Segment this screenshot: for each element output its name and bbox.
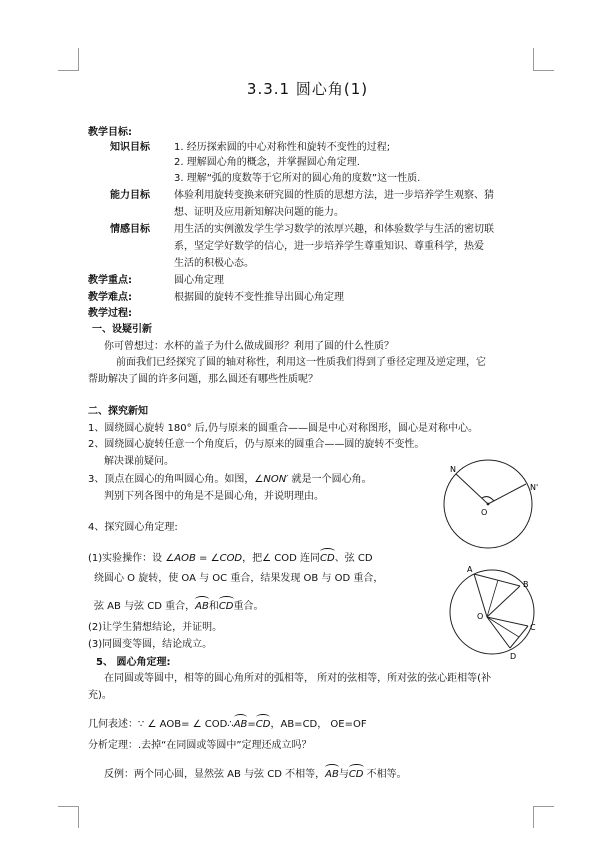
math-angle: ∠NON′	[254, 474, 289, 485]
arc-label: AB	[233, 719, 248, 730]
knowledge-item: 3. 理解“弧的度数等于它所对的圆心角的度数”这一性质.	[174, 173, 421, 184]
ability-text: 体验利用旋转变换来研究圆的性质的思想方法，进一步培养学生观察、猜	[174, 190, 494, 201]
section1-text: 帮助解决了圆的许多问题，那么圆还有哪些性质呢？	[88, 374, 318, 385]
crop-mark	[533, 48, 534, 70]
crop-mark	[78, 806, 79, 828]
ability-label: 能力目标	[110, 190, 150, 201]
point-label-n-prime: N'	[530, 483, 539, 492]
ability-text: 想、证明及应用新知解决问题的能力。	[174, 207, 344, 218]
experiment-line: 绕圆心 O 旋转，使 OA 与 OC 重合，结果发现 OB 与 OD 重合，	[94, 573, 384, 584]
section1-text: 你可曾想过：水杯的盖子为什么做成圆形？利用了圆的什么性质？	[104, 341, 394, 352]
section2-item3-text: 就是一个圆心角。	[288, 474, 372, 485]
counter-text: 不相等。	[363, 769, 407, 780]
theorem-text: 充)。	[88, 690, 112, 701]
center-label: O	[477, 612, 484, 621]
crop-mark	[58, 70, 79, 71]
arc-symbol	[256, 714, 271, 732]
point-label-n: N	[450, 465, 456, 474]
knowledge-item: 2. 理解圆心角的概念，并掌握圆心角定理.	[174, 157, 360, 168]
key-point-label: 教学重点:	[88, 275, 132, 286]
geometry-text: ，AB=CD， OE=OF	[270, 719, 367, 730]
experiment-text: (1)实验操作：设	[88, 553, 166, 564]
section1-heading: 一、设疑引新	[92, 324, 152, 335]
arc-label: AB	[195, 601, 209, 612]
experiment-text: 、弦 CD	[334, 553, 373, 564]
crop-mark	[78, 48, 79, 70]
experiment-text: 和	[208, 601, 219, 612]
arc-symbol	[349, 764, 364, 782]
key-point-text: 圆心角定理	[174, 275, 224, 286]
section1-text: 前面我们已经探究了圆的轴对称性，利用这一性质我们得到了垂径定理及逆定理，它	[116, 357, 486, 368]
process-label: 教学过程:	[88, 308, 132, 319]
radius-line	[456, 474, 488, 504]
experiment-text: 弦 AB 与弦 CD 重合，	[94, 601, 196, 612]
arc-label: CD	[348, 769, 364, 780]
math-equation: ∠AOB = ∠COD	[165, 553, 243, 564]
page-title: 3.3.1 圆心角(1)	[246, 80, 369, 98]
point-label-d: D	[510, 652, 517, 661]
section2-item: 1、圆绕圆心旋转 180° 后,仍与原来的圆重合——圆是中心对称图形，圆心是对称中心。	[88, 423, 478, 434]
objectives-heading: 教学目标:	[88, 127, 132, 138]
emotion-text: 系，坚定学好数学的信心，进一步培养学生尊重知识、尊重科学，热爱	[174, 241, 484, 252]
arc-label: CD	[320, 553, 335, 564]
experiment-line	[88, 548, 373, 566]
counter-text: 与	[338, 769, 349, 780]
point-label-a: A	[467, 565, 473, 574]
radius-oa	[474, 574, 487, 617]
difficulty-label: 教学难点:	[88, 292, 132, 303]
counter-text: 反例：两个同心圆，显然弦 AB 与弦 CD 不相等，	[104, 769, 326, 780]
experiment-text: ，把∠ COD 连同	[242, 553, 321, 564]
arc-symbol	[325, 764, 339, 782]
experiment-line	[94, 596, 264, 614]
central-angle-theorem-figure	[442, 562, 542, 662]
theorem-heading: 5、 圆心角定理:	[96, 657, 171, 668]
geometry-statement	[88, 714, 367, 732]
experiment-line: (3)同圆变等圆，结论成立。	[88, 639, 213, 650]
geometry-text: =	[247, 719, 256, 730]
difficulty-text: 根据圆的旋转不变性推导出圆心角定理	[174, 292, 344, 303]
emotion-text: 生活的积极心态。	[174, 258, 254, 269]
section2-heading: 二、探究新知	[88, 406, 148, 417]
section2-item: 解决课前疑问。	[104, 456, 174, 467]
arc-symbol	[219, 596, 234, 614]
analysis-text: 分析定理：.去掉“在同圆或等圆中”定理还成立吗？	[88, 740, 312, 751]
center-label: O	[481, 508, 488, 517]
section2-item	[88, 472, 372, 487]
arc-label: AB	[325, 769, 339, 780]
knowledge-item: 1. 经历探索圆的中心对称性和旋转不变性的过程;	[174, 142, 391, 153]
geometry-text: 几何表述：∵ ∠ AOB= ∠ COD∴	[88, 719, 234, 730]
distance-of	[487, 617, 519, 637]
arc-label: CD	[218, 601, 234, 612]
arc-symbol	[195, 596, 209, 614]
point-label-c: C	[530, 623, 536, 632]
section2-item3-text: 3、顶点在圆心的角叫圆心角。如图，	[88, 474, 255, 485]
experiment-text: 重合。	[233, 601, 264, 612]
section2-item: 4、探究圆心角定理:	[88, 522, 178, 533]
experiment-line: (2)让学生猜想结论，并证明。	[88, 622, 223, 633]
emotion-text: 用生活的实例激发学生学习数学的浓厚兴趣，和体验数学与生活的密切联	[174, 224, 494, 235]
arc-symbol	[234, 714, 248, 732]
knowledge-label: 知识目标	[110, 142, 150, 153]
section2-item: 2、圆绕圆心旋转任意一个角度后，仍与原来的圆重合——圆的旋转不变性。	[88, 439, 425, 450]
central-angle-figure	[438, 452, 548, 562]
arc-symbol	[320, 548, 335, 566]
point-label-b: B	[523, 580, 529, 589]
counter-example	[104, 764, 407, 782]
crop-mark	[533, 806, 554, 807]
crop-mark	[58, 806, 79, 807]
crop-mark	[533, 806, 534, 828]
theorem-text: 在同圆或等圆中，相等的圆心角所对的弧相等， 所对的弦相等，所对弦的弦心距相等(补	[104, 673, 492, 684]
center-point	[487, 503, 490, 506]
section2-item: 判别下列各图中的角是不是圆心角，并说明理由。	[104, 491, 324, 502]
crop-mark	[533, 70, 554, 71]
arc-label: CD	[255, 719, 271, 730]
emotion-label: 情感目标	[110, 224, 150, 235]
